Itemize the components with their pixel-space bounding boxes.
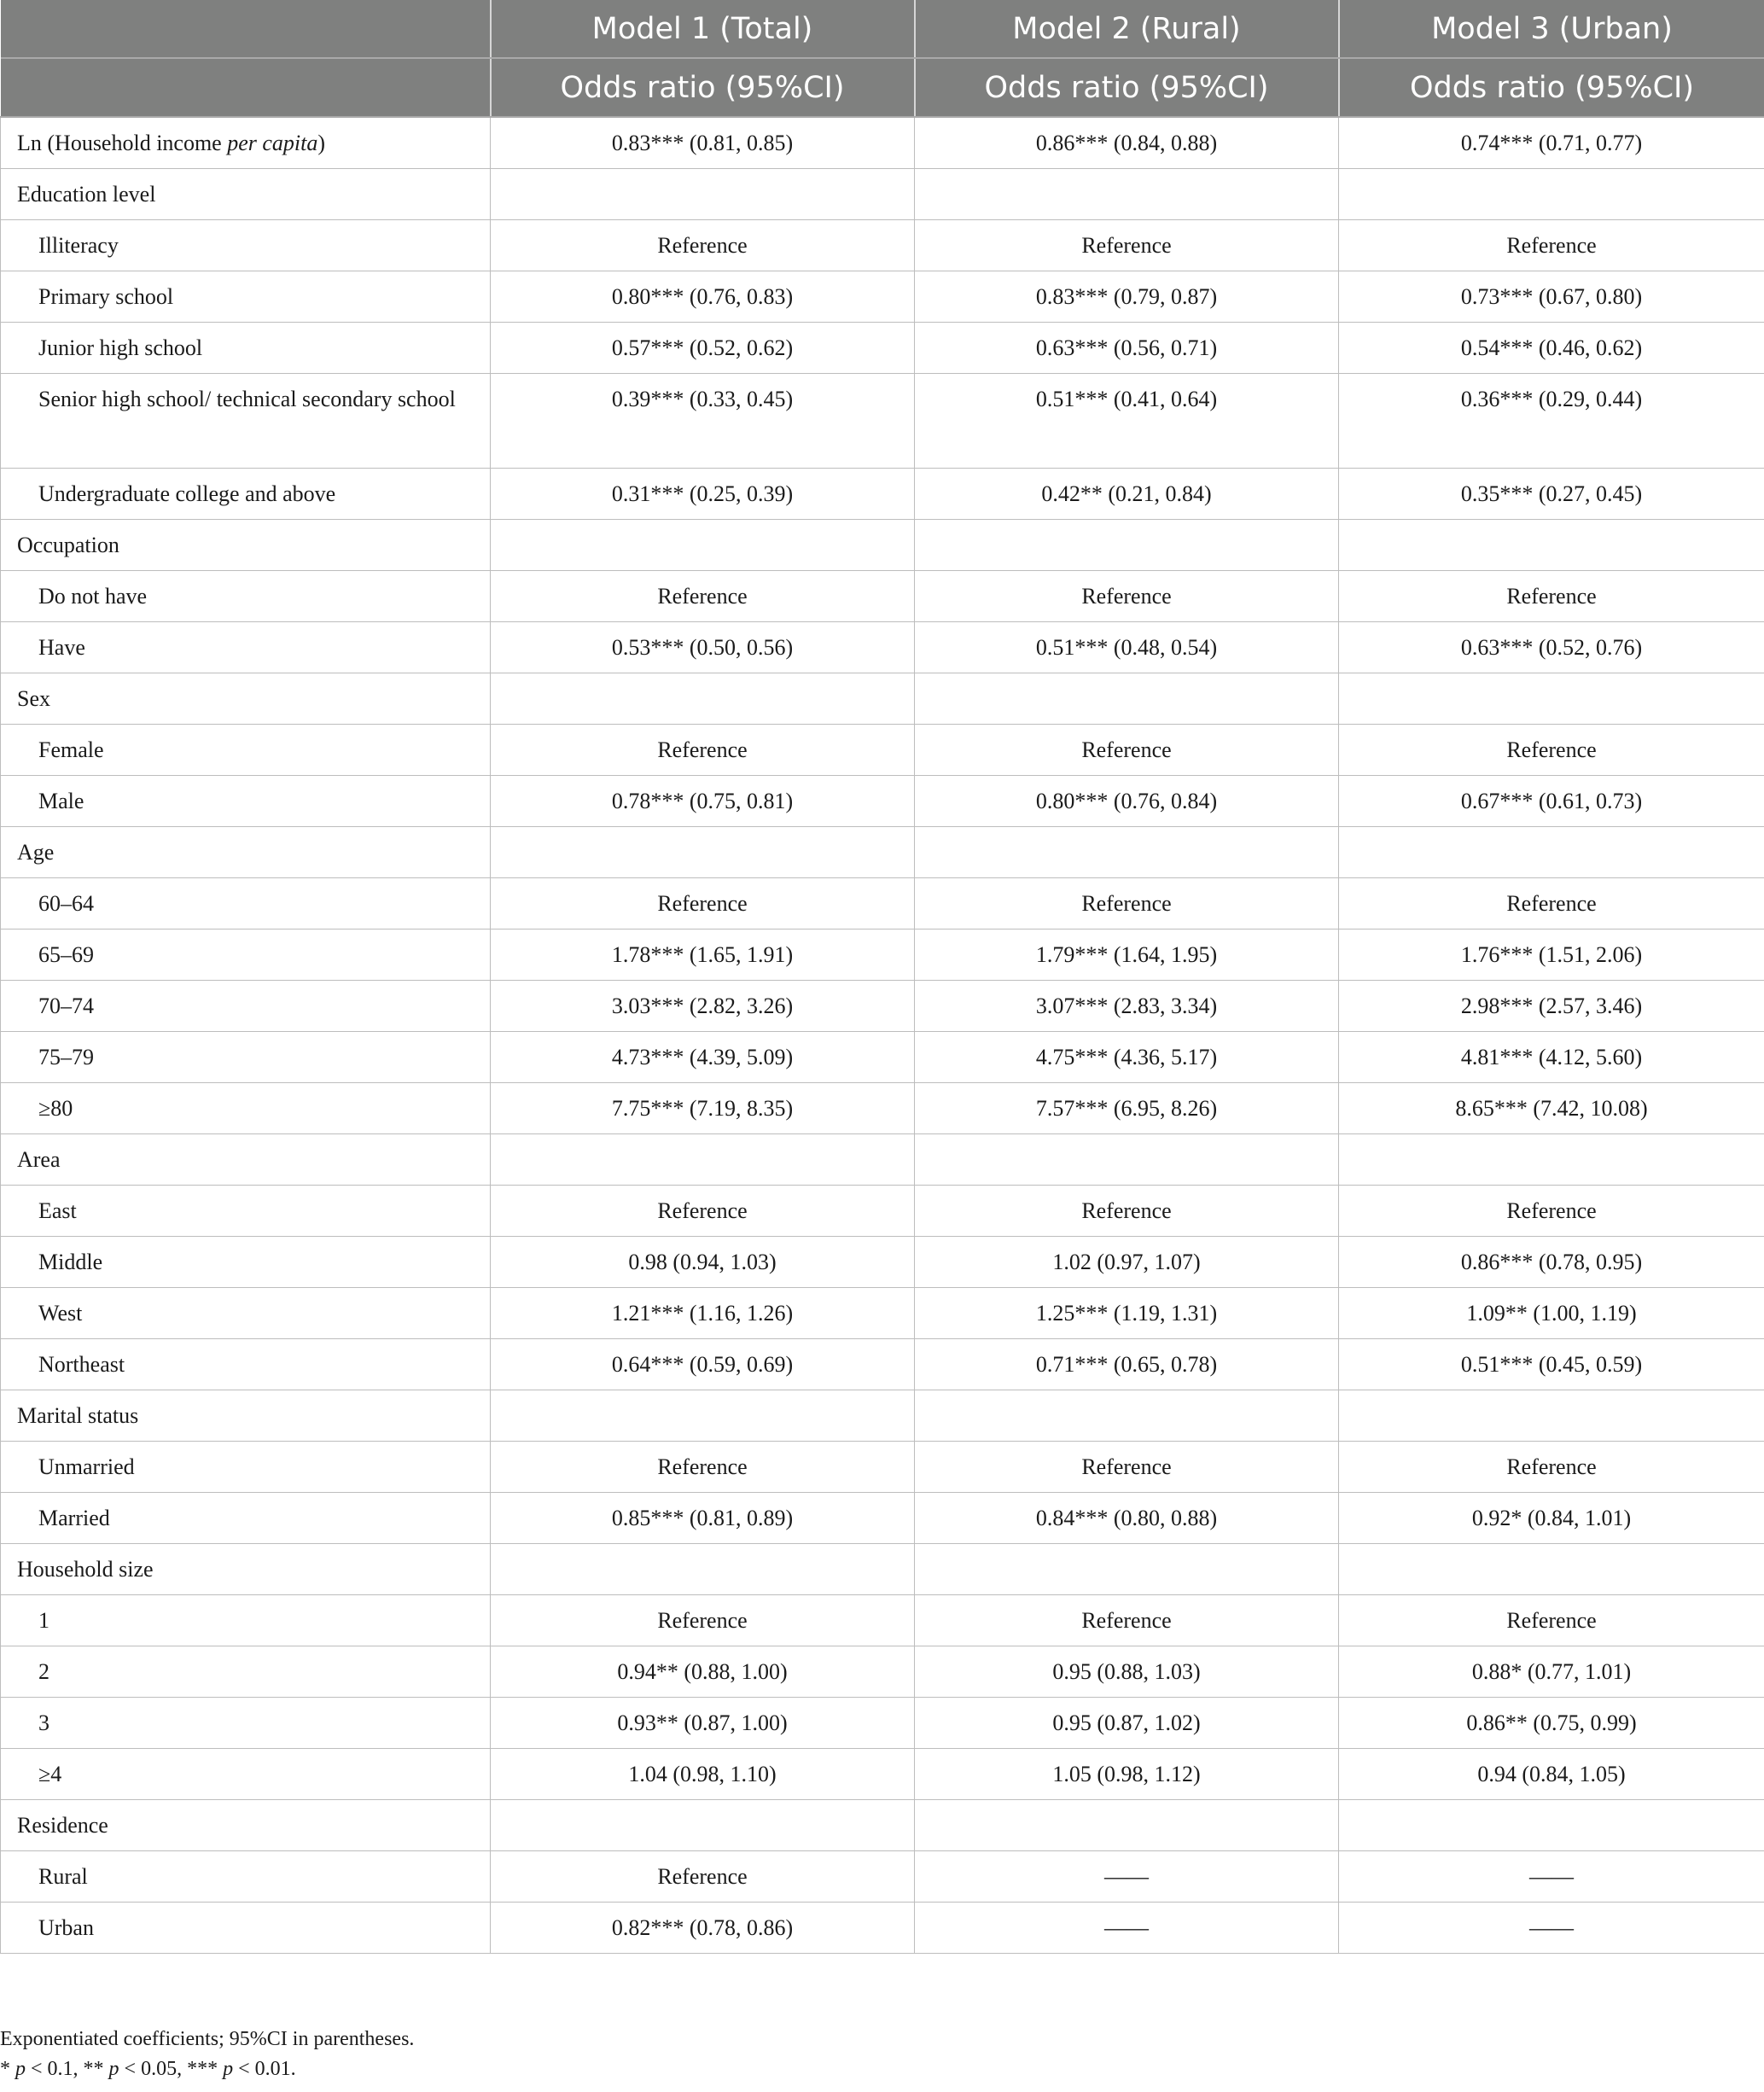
value-cell: 0.51*** (0.48, 0.54) — [915, 621, 1339, 673]
table-row — [1, 1441, 1764, 1492]
row-label: Residence — [1, 1799, 491, 1850]
value-cell: 8.65*** (7.42, 10.08) — [1339, 1082, 1764, 1133]
row-label: Undergraduate college and above — [1, 468, 491, 519]
value-cell — [1339, 1390, 1764, 1441]
value-cell: 0.80*** (0.76, 0.84) — [915, 775, 1339, 826]
row-label: Rural — [1, 1850, 491, 1902]
value-cell: Reference — [491, 1594, 915, 1646]
value-cell: —— — [915, 1902, 1339, 1953]
row-label: Northeast — [1, 1338, 491, 1390]
value-cell: 0.57*** (0.52, 0.62) — [491, 322, 915, 373]
value-cell: Reference — [491, 570, 915, 621]
header-cell — [1, 0, 491, 58]
row-label: Ln (Household income per capita) — [1, 117, 491, 168]
header-row-models — [1, 0, 1764, 58]
value-cell: 0.83*** (0.81, 0.85) — [491, 117, 915, 168]
value-cell: 1.78*** (1.65, 1.91) — [491, 929, 915, 980]
value-cell: 0.92* (0.84, 1.01) — [1339, 1492, 1764, 1543]
value-cell: Reference — [491, 1185, 915, 1236]
table-row — [1, 1031, 1764, 1082]
value-cell: Reference — [1339, 570, 1764, 621]
value-cell: 0.86*** (0.84, 0.88) — [915, 117, 1339, 168]
value-cell: 0.63*** (0.52, 0.76) — [1339, 621, 1764, 673]
value-cell: Reference — [1339, 1594, 1764, 1646]
value-cell: 1.21*** (1.16, 1.26) — [491, 1287, 915, 1338]
value-cell: 1.05 (0.98, 1.12) — [915, 1748, 1339, 1799]
table-row — [1, 271, 1764, 322]
value-cell: 0.35*** (0.27, 0.45) — [1339, 468, 1764, 519]
value-cell: 0.71*** (0.65, 0.78) — [915, 1338, 1339, 1390]
value-cell — [915, 1133, 1339, 1185]
row-label: Do not have — [1, 570, 491, 621]
row-label: Household size — [1, 1543, 491, 1594]
row-label: Education level — [1, 168, 491, 219]
value-cell: —— — [1339, 1850, 1764, 1902]
value-cell: Reference — [915, 1185, 1339, 1236]
value-cell: 0.64*** (0.59, 0.69) — [491, 1338, 915, 1390]
header-row-stat — [1, 58, 1764, 117]
value-cell — [1339, 1799, 1764, 1850]
table-row — [1, 1697, 1764, 1748]
row-label: Age — [1, 826, 491, 877]
table-row — [1, 724, 1764, 775]
value-cell: —— — [1339, 1902, 1764, 1953]
footnote-1: Exponentiated coefficients; 95%CI in parentheses. — [0, 2028, 415, 2050]
value-cell: Reference — [1339, 1185, 1764, 1236]
table-row — [1, 1902, 1764, 1953]
table-row — [1, 1236, 1764, 1287]
value-cell — [915, 168, 1339, 219]
value-cell — [1339, 826, 1764, 877]
value-cell: 0.74*** (0.71, 0.77) — [1339, 117, 1764, 168]
table-row — [1, 1799, 1764, 1850]
value-cell — [491, 1543, 915, 1594]
value-cell: Reference — [491, 724, 915, 775]
header-model-total: Model 1 (Total) — [491, 0, 915, 58]
row-label: Primary school — [1, 271, 491, 322]
value-cell: 3.03*** (2.82, 3.26) — [491, 980, 915, 1031]
row-label: Unmarried — [1, 1441, 491, 1492]
value-cell — [491, 1133, 915, 1185]
row-label: East — [1, 1185, 491, 1236]
row-label: 75–79 — [1, 1031, 491, 1082]
value-cell — [491, 673, 915, 724]
value-cell: 0.98 (0.94, 1.03) — [491, 1236, 915, 1287]
value-cell: 4.81*** (4.12, 5.60) — [1339, 1031, 1764, 1082]
table-row — [1, 1543, 1764, 1594]
table-row — [1, 1748, 1764, 1799]
row-label: Sex — [1, 673, 491, 724]
value-cell — [915, 826, 1339, 877]
value-cell: 3.07*** (2.83, 3.34) — [915, 980, 1339, 1031]
table-row — [1, 1492, 1764, 1543]
value-cell: Reference — [1339, 724, 1764, 775]
value-cell: 0.67*** (0.61, 0.73) — [1339, 775, 1764, 826]
header-model-rural: Model 2 (Rural) — [915, 0, 1339, 58]
table-row — [1, 373, 1764, 468]
value-cell — [915, 1543, 1339, 1594]
value-cell: 0.31*** (0.25, 0.39) — [491, 468, 915, 519]
value-cell — [915, 519, 1339, 570]
row-label: Area — [1, 1133, 491, 1185]
value-cell: 1.09** (1.00, 1.19) — [1339, 1287, 1764, 1338]
value-cell: Reference — [491, 877, 915, 929]
table-row — [1, 1594, 1764, 1646]
row-label: West — [1, 1287, 491, 1338]
value-cell — [915, 1799, 1339, 1850]
value-cell — [1339, 1133, 1764, 1185]
value-cell: 0.85*** (0.81, 0.89) — [491, 1492, 915, 1543]
value-cell: Reference — [1339, 877, 1764, 929]
value-cell: Reference — [915, 219, 1339, 271]
table-row — [1, 1287, 1764, 1338]
value-cell: 0.84*** (0.80, 0.88) — [915, 1492, 1339, 1543]
value-cell: 0.94 (0.84, 1.05) — [1339, 1748, 1764, 1799]
table-row — [1, 1133, 1764, 1185]
row-label: Female — [1, 724, 491, 775]
header-stat-total: Odds ratio (95%CI) — [491, 58, 915, 117]
table-row — [1, 877, 1764, 929]
value-cell — [1339, 1543, 1764, 1594]
value-cell: 0.82*** (0.78, 0.86) — [491, 1902, 915, 1953]
value-cell — [491, 519, 915, 570]
table-row — [1, 826, 1764, 877]
table-row — [1, 219, 1764, 271]
value-cell: 4.75*** (4.36, 5.17) — [915, 1031, 1339, 1082]
table-row — [1, 1390, 1764, 1441]
value-cell: 7.75*** (7.19, 8.35) — [491, 1082, 915, 1133]
value-cell — [491, 168, 915, 219]
table-row — [1, 519, 1764, 570]
table-row — [1, 929, 1764, 980]
value-cell: 0.94** (0.88, 1.00) — [491, 1646, 915, 1697]
value-cell: 0.63*** (0.56, 0.71) — [915, 322, 1339, 373]
table-row — [1, 980, 1764, 1031]
row-label: Illiteracy — [1, 219, 491, 271]
value-cell: Reference — [1339, 219, 1764, 271]
value-cell: Reference — [915, 570, 1339, 621]
row-label: 2 — [1, 1646, 491, 1697]
table-row — [1, 117, 1764, 168]
value-cell: 0.51*** (0.45, 0.59) — [1339, 1338, 1764, 1390]
header-stat-urban: Odds ratio (95%CI) — [1339, 58, 1764, 117]
footnote-2 — [0, 2058, 296, 2081]
row-label: 70–74 — [1, 980, 491, 1031]
row-label: ≥4 — [1, 1748, 491, 1799]
value-cell: 4.73*** (4.39, 5.09) — [491, 1031, 915, 1082]
value-cell: 0.73*** (0.67, 0.80) — [1339, 271, 1764, 322]
row-label: Have — [1, 621, 491, 673]
value-cell: 2.98*** (2.57, 3.46) — [1339, 980, 1764, 1031]
value-cell: Reference — [1339, 1441, 1764, 1492]
row-label: Junior high school — [1, 322, 491, 373]
row-label: Marital status — [1, 1390, 491, 1441]
header-cell — [1, 58, 491, 117]
row-label: Urban — [1, 1902, 491, 1953]
table-row — [1, 1082, 1764, 1133]
row-label: 1 — [1, 1594, 491, 1646]
table-row — [1, 468, 1764, 519]
value-cell: 0.36*** (0.29, 0.44) — [1339, 373, 1764, 468]
value-cell — [491, 1390, 915, 1441]
value-cell: 0.86*** (0.78, 0.95) — [1339, 1236, 1764, 1287]
table-row — [1, 621, 1764, 673]
value-cell: Reference — [915, 724, 1339, 775]
value-cell: Reference — [491, 1850, 915, 1902]
value-cell: 0.80*** (0.76, 0.83) — [491, 271, 915, 322]
value-cell: 7.57*** (6.95, 8.26) — [915, 1082, 1339, 1133]
row-label: 65–69 — [1, 929, 491, 980]
row-label: ≥80 — [1, 1082, 491, 1133]
table-row — [1, 1185, 1764, 1236]
row-label: Married — [1, 1492, 491, 1543]
value-cell: 1.79*** (1.64, 1.95) — [915, 929, 1339, 980]
value-cell: 1.25*** (1.19, 1.31) — [915, 1287, 1339, 1338]
row-label: Occupation — [1, 519, 491, 570]
value-cell: Reference — [915, 1441, 1339, 1492]
value-cell: 0.51*** (0.41, 0.64) — [915, 373, 1339, 468]
value-cell — [491, 826, 915, 877]
value-cell — [491, 1799, 915, 1850]
value-cell — [915, 673, 1339, 724]
value-cell: 0.54*** (0.46, 0.62) — [1339, 322, 1764, 373]
value-cell: Reference — [915, 877, 1339, 929]
value-cell: 0.93** (0.87, 1.00) — [491, 1697, 915, 1748]
value-cell: Reference — [491, 1441, 915, 1492]
table-row — [1, 570, 1764, 621]
footnote-2-text: * p < 0.1, ** p < 0.05, *** p < 0.01. — [0, 2058, 296, 2080]
value-cell: 0.88* (0.77, 1.01) — [1339, 1646, 1764, 1697]
value-cell — [1339, 673, 1764, 724]
row-label: 60–64 — [1, 877, 491, 929]
table-body — [1, 117, 1764, 1953]
value-cell: 0.42** (0.21, 0.84) — [915, 468, 1339, 519]
value-cell: —— — [915, 1850, 1339, 1902]
row-label: 3 — [1, 1697, 491, 1748]
value-cell: Reference — [915, 1594, 1339, 1646]
value-cell: 1.02 (0.97, 1.07) — [915, 1236, 1339, 1287]
table-row — [1, 1850, 1764, 1902]
table-row — [1, 322, 1764, 373]
value-cell: 1.04 (0.98, 1.10) — [491, 1748, 915, 1799]
table-row — [1, 1646, 1764, 1697]
table-row — [1, 775, 1764, 826]
value-cell: 0.95 (0.87, 1.02) — [915, 1697, 1339, 1748]
value-cell: 1.76*** (1.51, 2.06) — [1339, 929, 1764, 980]
header-model-urban: Model 3 (Urban) — [1339, 0, 1764, 58]
value-cell: 0.53*** (0.50, 0.56) — [491, 621, 915, 673]
value-cell: 0.78*** (0.75, 0.81) — [491, 775, 915, 826]
value-cell: Reference — [491, 219, 915, 271]
table-row — [1, 168, 1764, 219]
value-cell: 0.95 (0.88, 1.03) — [915, 1646, 1339, 1697]
value-cell — [1339, 168, 1764, 219]
value-cell: 0.39*** (0.33, 0.45) — [491, 373, 915, 468]
row-label: Middle — [1, 1236, 491, 1287]
value-cell — [915, 1390, 1339, 1441]
value-cell — [1339, 519, 1764, 570]
row-label: Senior high school/ technical secondary school — [1, 373, 491, 468]
table-row — [1, 673, 1764, 724]
value-cell: 0.83*** (0.79, 0.87) — [915, 271, 1339, 322]
value-cell: 0.86** (0.75, 0.99) — [1339, 1697, 1764, 1748]
table-row — [1, 1338, 1764, 1390]
header-stat-rural: Odds ratio (95%CI) — [915, 58, 1339, 117]
row-label: Male — [1, 775, 491, 826]
